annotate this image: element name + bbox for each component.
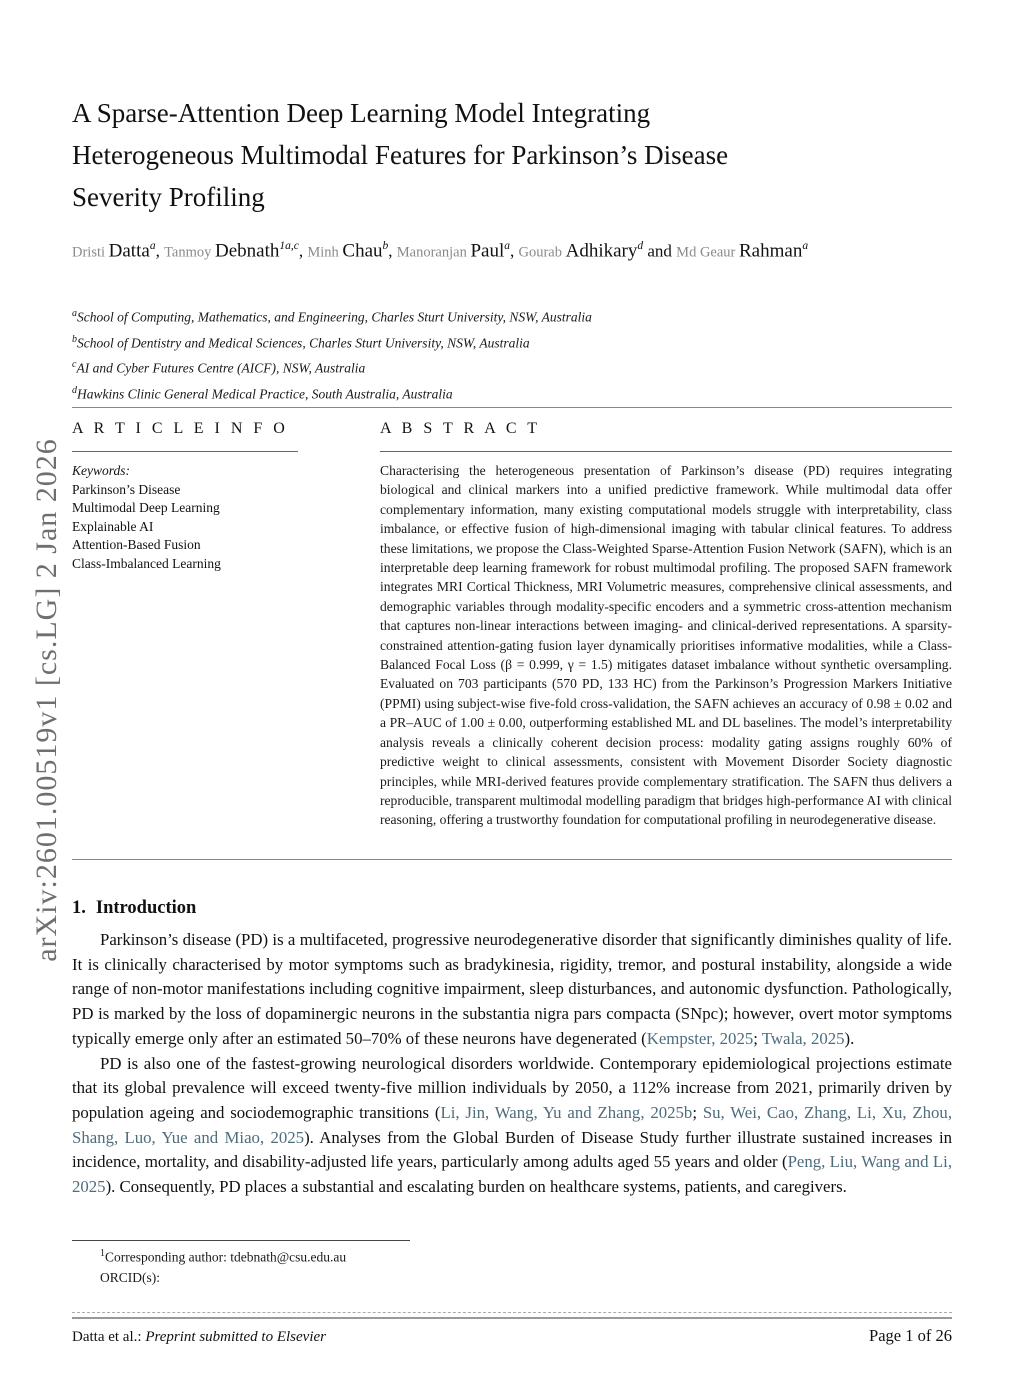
page-number: Page 1 of 26 — [869, 1326, 952, 1345]
arxiv-watermark: arXiv:2601.00519v1 [cs.LG] 2 Jan 2026 — [30, 438, 63, 962]
author-last-name: Chau — [342, 240, 383, 262]
author-separator: and — [643, 241, 677, 261]
author-first-name: Gourab — [518, 244, 566, 261]
paragraph-text: ). Consequently, PD places a substantial and escalating burden on healthcare systems, patients, and caregivers. — [105, 1177, 847, 1197]
keywords-list — [72, 481, 298, 574]
footnote-line-1 — [100, 1244, 600, 1268]
divider-top — [72, 407, 952, 408]
author-first-name: Tanmoy — [164, 244, 215, 261]
author-affiliation-marker: b — [382, 240, 389, 252]
affiliation-line — [72, 303, 912, 329]
section-number: 1. — [72, 898, 86, 918]
affiliation-line — [72, 329, 912, 355]
footnote-block — [100, 1244, 600, 1288]
affiliation-marker: d — [72, 384, 77, 396]
author-separator: , — [155, 241, 165, 261]
introduction-body — [72, 928, 952, 1200]
affiliation-marker: a — [72, 308, 77, 319]
article-info-heading: A R T I C L E I N F O — [72, 420, 289, 437]
author-last-name: Adhikary — [565, 240, 638, 262]
abstract-text: Characterising the heterogeneous presentation of Parkinson’s disease (PD) requires integrating biological and clinical markers into a unified predictive framework. While multimodal data offer complementary information, many existing computational models struggle with interpretability, class imbalance, or effective fusion of high-dimensional imaging with tabular clinical features. To address these limitations, we propose the Class-Weighted Sparse-Attention Fusion Network (SAFN), which is an interpretable deep learning framework for robust multimodal profiling. The proposed SAFN framework integrates MRI Cortical Thickness, MRI Volumetric measures, comprehensive clinical assessments, and demographic variables through modality-specific encoders and a symmetric cross-attention mechanism that captures non-linear interactions between imaging- and clinical-derived representations. A sparsity-constrained attention-gating fusion layer dynamically prioritises informative modalities, while a Class-Balanced Focal Loss (β = 0.999, γ = 1.5) mitigates dataset imbalance without synthetic oversampling. Evaluated on 703 participants (570 PD, 133 HC) from the Parkinson’s Progression Markers Initiative (PPMI) using subject-wise five-fold cross-validation, the SAFN achieves an accuracy of 0.98 ± 0.02 and a PR–AUC of 1.00 ± 0.00, outperforming established ML and DL baselines. The model’s interpretability analysis reveals a clinically coherent decision process: modality gating assigns roughly 60% of predictive weight to clinical assessments, consistent with Movement Disorder Society diagnostic principles, while MRI-derived features provide complementary stratification. The SAFN thus delivers a reproducible, transparent multimodal modelling paradigm that bridges high-performance AI with clinical reasoning, offering a trustworthy foundation for computational profiling in neurodegenerative disease. — [380, 463, 952, 828]
divider-abstract-bottom — [72, 859, 952, 860]
author-affiliation-marker: a — [504, 240, 510, 252]
footer-authors: Datta et al.: — [72, 1329, 146, 1345]
footnote-rule — [72, 1240, 410, 1241]
author-first-name: Dristi — [72, 244, 109, 261]
text-line: Multimodal Deep Learning — [72, 500, 220, 515]
author-affiliation-marker: a — [802, 240, 809, 252]
paragraph-text: ; — [692, 1102, 703, 1122]
paragraph-text: ). Analyses from the Global Burden of Disease Study further illustrate sustained increases in incidence, mortality, and disability-adjusted life years, particularly among adults aged 55 years and older ( — [72, 1127, 952, 1172]
affiliation-line — [72, 354, 912, 380]
citation-link[interactable]: Twala, 2025 — [761, 1028, 845, 1048]
author-last-name: Debnath — [215, 240, 280, 262]
abstract-rule — [380, 451, 952, 452]
footer-running-title — [72, 1329, 326, 1346]
text-line: A Sparse-Attention Deep Learning Model Integrating — [72, 98, 651, 128]
abstract-heading: A B S T R A C T — [380, 420, 541, 437]
author-first-name: Manoranjan — [396, 244, 471, 261]
text-line: Explainable AI — [72, 518, 154, 534]
affiliation-text: Hawkins Clinic General Medical Practice, South Australia, Australia — [77, 386, 453, 401]
affiliation-text: AI and Cyber Futures Centre (AICF), NSW, Australia — [76, 360, 366, 376]
affiliation-text: School of Dentistry and Medical Sciences, Charles Sturt University, NSW, Australia — [77, 335, 530, 350]
author-last-name: Paul — [470, 240, 505, 262]
paragraph-text: Parkinson’s disease (PD) is a multifaceted, progressive neurodegenerative disorder that significantly diminishes quality of life. It is clinically characterised by motor symptoms such as bradykinesia, rigidity, tremor, and postural instability, alongside a wide range of non-motor manifestations including cognitive impairment, sleep disturbances, and autonomic dysfunction. Pathologically, PD is marked by the loss of dopaminergic neurons in the substantia nigra pars compacta (SNpc); however, overt motor symptoms typically emerge only after an estimated 50–70% of these neurons have degenerated ( — [72, 930, 952, 1048]
author-last-name: Rahman — [739, 240, 803, 262]
author-last-name: Datta — [108, 240, 150, 262]
footer-solid-rule — [72, 1317, 952, 1319]
paragraph-text: ). — [844, 1028, 855, 1048]
affiliation-marker: c — [72, 359, 77, 370]
author-separator: , — [298, 241, 308, 261]
author-first-name: Md Geaur — [676, 244, 739, 261]
footnote-text[interactable]: Corresponding author: tdebnath@csu.edu.au — [105, 1249, 347, 1265]
author-separator: , — [388, 241, 397, 261]
author-affiliation-marker: d — [637, 240, 644, 252]
footnote-marker: 1 — [100, 1248, 105, 1259]
text-line: Class-Imbalanced Learning — [72, 555, 221, 571]
footer-preprint-note: Preprint submitted to Elsevier — [145, 1329, 326, 1345]
article-info-column — [72, 420, 298, 573]
text-line: Attention-Based Fusion — [72, 537, 201, 552]
author-first-name: Minh — [307, 244, 343, 261]
keywords-label: Keywords: — [72, 463, 130, 478]
citation-link[interactable]: Su, Wei, Cao, Zhang, Li, Xu, Zhou, Shang, Luo, Yue and Miao, 2025 — [72, 1102, 953, 1147]
citation-link[interactable]: Kempster, 2025 — [646, 1028, 754, 1048]
paper-title — [72, 92, 912, 218]
citation-link[interactable]: Li, Jin, Wang, Yu and Zhang, 2025b — [440, 1102, 693, 1122]
paragraph-text: PD is also one of the fastest-growing neurological disorders worldwide. Contemporary epidemiological projections estimate that its global prevalence will exceed twenty-five million individuals by 2050, a 112% increase from 2021, primarily driven by population ageing and sociodemographic transitions ( — [72, 1053, 952, 1122]
author-affiliation-marker: a — [149, 240, 156, 252]
article-info-rule — [72, 451, 298, 452]
section-title: Introduction — [95, 898, 197, 918]
footer-dashed-rule — [72, 1312, 952, 1313]
text-line: Parkinson’s Disease — [72, 481, 181, 497]
body-paragraph — [72, 1052, 952, 1200]
abstract-column — [380, 420, 952, 830]
section-heading-introduction — [72, 898, 196, 919]
author-separator: , — [509, 241, 519, 261]
citation-link[interactable]: Peng, Liu, Wang and Li, 2025 — [72, 1152, 953, 1197]
paragraph-text: ; — [753, 1028, 762, 1048]
author-affiliation-marker: 1a,c — [279, 240, 299, 252]
footnote-line-2: ORCID(s): — [100, 1269, 160, 1285]
affiliation-list — [72, 303, 912, 405]
keywords-block — [72, 462, 298, 573]
affiliation-text: School of Computing, Mathematics, and Engineering, Charles Sturt University, NSW, Australia — [77, 309, 592, 325]
author-list — [72, 232, 912, 266]
affiliation-line — [72, 380, 912, 406]
text-line: Heterogeneous Multimodal Features for Parkinson’s Disease — [72, 140, 729, 170]
affiliation-marker: b — [72, 333, 77, 345]
body-paragraph — [72, 928, 952, 1052]
text-line: Severity Profiling — [72, 182, 265, 212]
page-footer — [72, 1326, 952, 1346]
